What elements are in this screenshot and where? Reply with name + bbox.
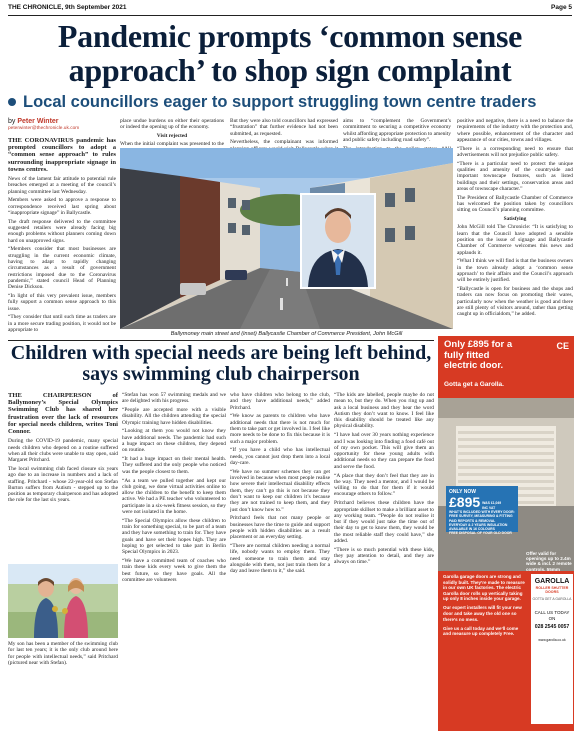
story2-paragraph: “I have had over 30 years nothing experience and I was looking into finding a food café out of my own pocket. This will give them an opportunity for these young adults with additional needs so they can prepare the food and serve the food. <box>334 432 434 470</box>
story2-paragraph: “We have no summer schemes they can get involved in because when most people realise how severe their intellectual disability effects them, they can’t go this is not because they don’t want to keep our children it’s because they are not trained to keep them, and they just don’t know how to.” <box>230 468 330 513</box>
byline <box>8 118 116 132</box>
story2-paragraph: “A place that they don’t feel that they are in the way. They need a mentor, and I would be willing to do that for them if it would encourage others to follow.” <box>334 472 434 498</box>
paper-dateline: THE CHRONICLE, 9th September 2021 <box>8 4 127 11</box>
story1-paragraph: “There is a particular need to protect the unique qualities and amenity of the countryside and important townscape features, such as listed buildings and their settings, conservation areas and areas of townscape character.” <box>457 160 573 192</box>
advert-inclusion: FREE DISPOSAL OF YOUR OLD DOOR <box>449 531 512 536</box>
story2-paragraph: “Looking at them you would not know they have additional needs. The pandemic had such a huge impact on these children, they depend on routine. <box>122 428 226 454</box>
page-number: Page 5 <box>551 4 572 11</box>
advert-inclusion: FREE SURVEY, MEASURING & FITTING <box>449 514 513 519</box>
advert-offer-note: Offer valid for openings up to 2.4m wide & incl. 2 remote controls, 55mm <box>526 551 572 571</box>
story2-paragraph: “As a team we pulled together and kept our club going, we done virtual activities online to allow the children to the benefit to keep them active. We had a PE teacher who volunteered to participate in a six-week fitness session, so they were not isolated in the home. <box>122 477 226 516</box>
swimmer-image <box>8 564 118 638</box>
story1-paragraph: When the initial complaint was presented to the <box>120 141 224 148</box>
story1-paragraph: “Members consider that most businesses are struggling in the current economic climate, having to adapt to rapidly changing circumstances as a result of government restrictions imposed due to the Coronavirus pandemic,” stated council Head of Planning Denise Dickson. <box>8 246 116 291</box>
advert-hero <box>438 336 574 571</box>
byline-by: by <box>8 118 16 125</box>
story2-paragraph: “There are normal children needing a normal life, nobody wants to employ them. They need someone to train them and stay alongside with them, not just train them for a day and leave them to it,” she said. <box>230 543 330 575</box>
story2-paragraph: During the COVID-19 pandemic, many special needs children who depend on a routine suffered when all their clubs were unable to stay open, said Margaret Pritchard. <box>8 438 118 464</box>
advert-price-box <box>446 486 518 536</box>
garolla-advert[interactable] <box>438 336 574 731</box>
story1-column-5 <box>457 118 573 320</box>
advert-inclusion: WHAT’S INCLUDED WITH EVERY DOOR: <box>449 510 515 514</box>
story2-lead: THE CHAIRPERSON of Ballymoney’s Special Olympics Swimming Club has shared her frustration over the lack of resources for special needs children, writes Toni Connor. <box>8 392 118 436</box>
story1-lead: THE CORONAVIRUS pandemic has prompted councillors to adopt a “common sense approach” to rules surrounding inappropriate signage in towns centres. <box>8 137 116 173</box>
story1-paragraph: place undue burdens on either their operations or indeed the opening up of the economy. <box>120 118 224 131</box>
advert-only-label: ONLY NOW <box>449 489 476 495</box>
photo-caption: Ballymoney main street and (inset) Ballycastle Chamber of Commerce President, John McGill <box>170 331 403 337</box>
story1-paragraph: The draft response delivered to the committee suggested retailers were already facing big enough problems without planners coming down hard on unapproved signs. <box>8 218 116 244</box>
story2-column-1 <box>8 392 118 506</box>
garolla-logo: GAROLLA <box>534 578 570 585</box>
subheadline <box>8 92 572 112</box>
story2-paragraph: Pritchard feels that not many people or businesses have the time to guide and support people with hidden disabilities as a result placement or an everyday setting. <box>230 515 330 541</box>
advert-body-text: Give us a call today and we’ll come and measure up completely Free. <box>443 625 519 637</box>
story1-paragraph: But they were also told councillors had expressed “frustration” that further evidence had not been submitted, as requested. <box>230 118 338 137</box>
story1-paragraph: “There is a corresponding need to ensure that advertisements will not prejudice public safety. <box>457 145 573 158</box>
story2-paragraph: The local swimming club faced closure six years ago due to an increase in numbers and a lack of staffing. Pritchard - whose 22-year-old son Stefan Burton suffers from Autism - stepped up to the position as temporary chairperson and has adopted the role for the last six years. <box>8 465 118 504</box>
story1-paragraph: John McGill told The Chronicle: “It is satisfying to learn that the Council have adopted a sensible position on the issue of signage and Ballycastle Chamber of Commerce welcomes this news and applauds it. <box>457 224 573 256</box>
advert-call-label: CALL US TODAY ON <box>534 609 570 621</box>
advert-cta: Gotta get a Garolla. <box>444 381 504 388</box>
story1-column-1 <box>8 118 116 336</box>
story2-column-1b <box>8 641 118 733</box>
story2-paragraph: “The kids are labelled, people maybe do not mean to, but they do. When you ring up and ask a local business and they hear the word Autism they don’t want to know. I feel like this disability should be treated like any physical disability. <box>334 392 434 430</box>
story2-headline: Children with special needs are being left behind, says swimming club chairperson <box>10 342 432 385</box>
advert-tagline: GOTTA GET A GAROLLA <box>532 596 572 601</box>
story2-paragraph: My son has been a member of the swimming club for last ten years; it is the only club around here for people with intellectual needs,” said Pritchard (pictured near with Stefan). <box>8 641 118 666</box>
street-scene-image <box>120 148 453 329</box>
story1-paragraph: “They consider that until such time as traders are in a more secure trading position, it would not be appropriate to <box>8 314 116 334</box>
advert-inclusion: PAID REPORTS & REMOVAL <box>449 518 496 523</box>
swimmer-photo <box>8 564 118 638</box>
story2-paragraph: “Stefan has won 57 swimming medals and we are delighted with his progress. <box>122 392 226 405</box>
bullet-icon <box>8 98 16 106</box>
story2-paragraph: “People are accepted more with a visible disability. All the children attending the special Olympic training have hidden disabilities. <box>122 407 226 426</box>
advert-headline: Only £895 for a fully fitted electric door. <box>444 339 513 371</box>
story2-paragraph: “There is so much potential with these kids, they pay attention to detail, and they are always on time.” <box>334 546 434 566</box>
street-photo <box>120 148 453 329</box>
story2-paragraph: “We know as parents to children who have additional needs that there is not much for them to take part or get involved in. I feel like more needs to be done to fix this because it is such a major problem. <box>230 413 330 445</box>
section-divider <box>8 340 434 341</box>
story1-paragraph: The President of Ballycastle Chamber of Commerce has welcomed the position taken by councillors sitting on Council’s planning committee. <box>457 194 573 214</box>
ce-mark-icon: CE <box>556 341 569 351</box>
story1-paragraph: aims to “complement the Government’s commitment to securing a competitive economy whilst affording appropriate protection to amenity and public safety including road safety”. <box>343 118 451 143</box>
story1-paragraph: Members were asked to approve a response to correspondence received last spring about “inappropriate signage” in Ballycastle. <box>8 197 116 216</box>
story1-paragraph: “What I think we will find is that the business owners in the town already adopt a ‘common sense approach’ to their affairs and the Council’s approach will be entirely justified. <box>457 258 573 284</box>
story1-paragraph: “Ballycastle is open for business and the shops and traders can now focus on promoting their wares, particularly now when the weather is good and there are still plenty of visitors around, rather than getting caught up in officialdom,” he added. <box>457 286 573 318</box>
advert-inclusion: AVAILABLE IN 16 COLOURS <box>449 527 495 532</box>
story1-crosshead: Visit rejected <box>156 133 188 140</box>
story2-paragraph: “We have a committed team of coaches who train these kids every week to give them the best future, so they have goals. All the committee are volunteers <box>122 558 226 584</box>
advert-inclusion: EVERYDAY & 2 YEARS INSULATION <box>449 522 508 527</box>
story2-column-2 <box>122 392 226 732</box>
subheadline-text: Local councillors eager to support struggling town centre traders <box>23 92 537 111</box>
byline-name: Peter Winter <box>17 118 59 125</box>
story2-column-4 <box>334 392 434 732</box>
advert-body-text: Garolla garage doors are strong and solidly built. They’re made to measure in our own UK factories. The electric Garolla door rolls up vertically taking up only 8 inches inside your garage. <box>443 574 525 602</box>
garolla-logo-sub: ROLLER SHUTTER DOORS <box>535 586 569 595</box>
masthead <box>8 4 572 16</box>
advert-body <box>443 574 527 640</box>
story2-paragraph: Pritchard believes these children have the appropriate skillset to make a brilliant asset to any working team. “People do not realise it but if they would just take the time out of their day to get to know them, they would be the most reliable staff they could have,” she added. <box>334 500 434 545</box>
advert-website-link[interactable]: www.garolla.co.uk <box>538 637 566 642</box>
story2-column-3 <box>230 392 330 732</box>
advert-price-suffix: WAS £1,049 INC VAT <box>482 501 502 510</box>
advert-price: £895 <box>449 494 481 510</box>
story2-paragraph: “If you have a child who has intellectual needs, you cannot just drop them into a local day-care. <box>230 447 330 466</box>
story1-paragraph: positive and negative, there is a need to balance the requirements of the industry with the protection and, where possible, enhancement of the character and appearance of our cities, towns and villages. <box>457 118 573 143</box>
story2-paragraph: “The Special Olympics allow these children to train for something special, to be part of a team and they have something to train for. They have goals and have set their hopes high. They are hoping to get selected to take part in Berlin Special Olympics in 2023. <box>122 517 226 556</box>
story2-paragraph: “It had a huge impact on their mental health. They suffered and the only people who noticed was the people closest to them. <box>122 456 226 475</box>
story1-crosshead: Satisfying <box>503 216 527 223</box>
story1-paragraph: Nevertheless, the complainant was informed <box>230 139 338 146</box>
story2-paragraph: who have children who belong to the club, and they have additional needs,” added Pritchard. <box>230 392 330 411</box>
story1-paragraph: “In light of this very prevalent issue, members fully support a common sense approach to this issue. <box>8 293 116 312</box>
main-headline: Pandemic prompts ‘common sense approach’ to shop sign complaint <box>57 18 523 88</box>
story1-paragraph: News of the lament fair attitude to potential rule breaches emerged at a meeting of the council’s planning committee last Wednesday. <box>8 176 116 195</box>
advert-phone[interactable]: 028 2545 0057 <box>534 623 570 630</box>
advert-logo-panel <box>531 574 573 724</box>
byline-email: peterwinter@thechronicle.uk.com <box>8 126 80 131</box>
inset-portrait <box>300 193 376 289</box>
advert-body-text: Our expert installers will fit your new door and take away the old one so there’s no mess. <box>443 605 522 622</box>
